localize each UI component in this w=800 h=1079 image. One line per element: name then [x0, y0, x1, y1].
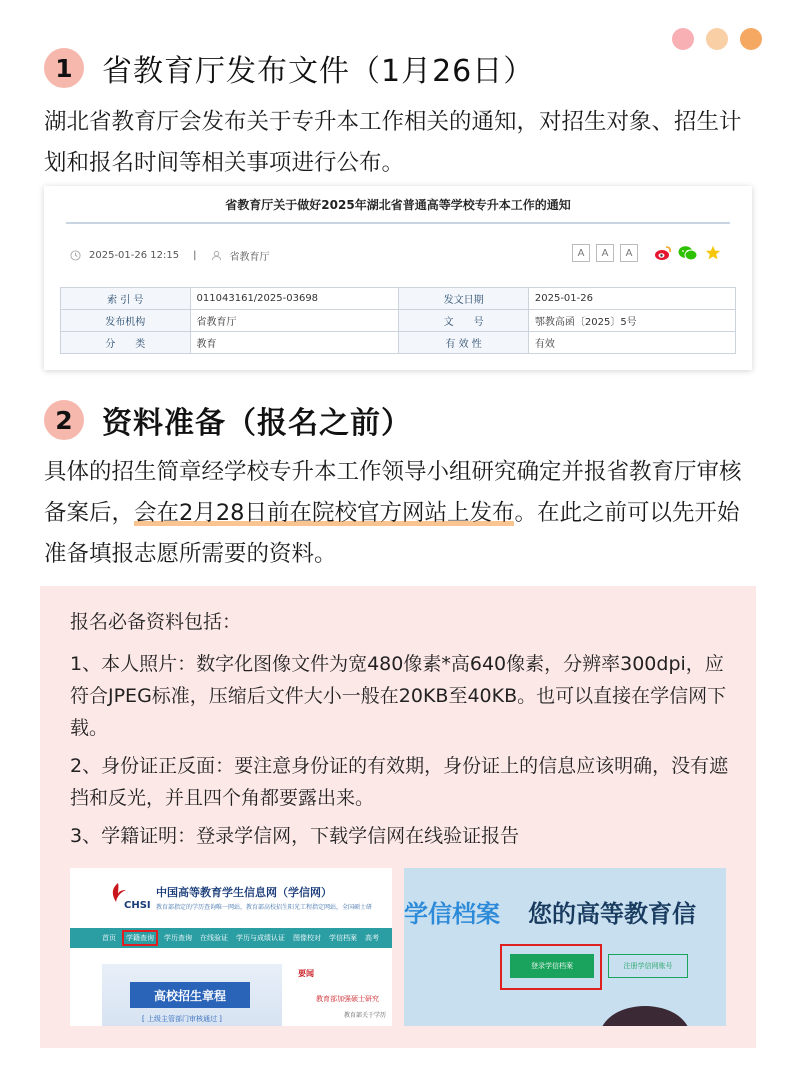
- chsi-news-item[interactable]: 教育部关于学历: [344, 1012, 387, 1019]
- clock-icon: [70, 250, 81, 261]
- xuexin-banner-title-right: 您的高等教育信: [528, 900, 696, 928]
- requirements-heading: 报名必备资料包括：: [70, 611, 242, 633]
- chsi-nav-enrollment-query[interactable]: 学籍查询: [126, 934, 154, 942]
- section2-title: 资料准备（报名之前）: [102, 406, 412, 441]
- section1-number-badge: 1: [44, 48, 84, 88]
- font-medium-button[interactable]: A: [596, 244, 614, 262]
- xuexin-archive-screenshot: [404, 868, 726, 1026]
- decor-dot-pink: [672, 28, 694, 50]
- section1-paragraph: 湖北省教育厅会发布关于专升本工作相关的通知，对招生对象、招生计划和报名时间等相关事项进行公布。: [44, 109, 742, 176]
- star-icon[interactable]: [704, 245, 722, 261]
- section2-para-end: 。在此之前可以先开始准备填报志愿所需要的资料。: [44, 500, 740, 567]
- table-label: 索 引 号: [61, 288, 191, 310]
- table-value: 有效: [528, 332, 735, 354]
- section1-heading: [44, 46, 534, 90]
- requirement-item-photo: 1、本人照片：数字化图像文件为宽480像素*高640像素，分辨率300dpi，应符合JPEG标准，压缩后文件大小一般在20KB至40KB。也可以直接在学信网下载。: [70, 653, 727, 739]
- notice-publisher: 省教育厅: [229, 252, 270, 263]
- chsi-nav-image-check[interactable]: 图像校对: [293, 934, 321, 942]
- notice-divider: [66, 222, 730, 224]
- table-row: [61, 332, 736, 354]
- register-account-button[interactable]: 注册学信网账号: [608, 954, 688, 978]
- section2-para-highlight: 会在2月28日前在院校官方网站上发布: [134, 500, 515, 526]
- chsi-logo-text: CHSI: [124, 900, 151, 911]
- chsi-news-item[interactable]: 教育部加强硕士研究: [316, 995, 379, 1003]
- table-value: 鄂教高函〔2025〕5号: [528, 310, 735, 332]
- table-label: 发文日期: [399, 288, 529, 310]
- notice-meta-separator: |: [193, 250, 197, 261]
- section1-title: 省教育厅发布文件（1月26日）: [102, 54, 535, 89]
- table-label: 文 号: [399, 310, 529, 332]
- chsi-banner: [102, 964, 282, 1026]
- notice-tools: [572, 244, 722, 262]
- chsi-nav-archive[interactable]: 学信档案: [329, 934, 357, 942]
- chsi-website-screenshot: [70, 868, 392, 1026]
- user-icon: [211, 250, 222, 261]
- chsi-banner-label[interactable]: 高校招生章程: [130, 982, 250, 1008]
- notice-meta: [70, 248, 270, 263]
- chsi-news-heading: 要闻: [298, 969, 314, 978]
- chsi-site-title: 中国高等教育学生信息网（学信网）: [156, 886, 332, 899]
- table-value: 2025-01-26: [528, 288, 735, 310]
- chsi-nav-certification[interactable]: 学历与成绩认证: [236, 934, 285, 942]
- table-value: 011043161/2025-03698: [190, 288, 399, 310]
- table-label: 分 类: [61, 332, 191, 354]
- notice-datetime: 2025-01-26 12:15: [89, 250, 180, 261]
- decor-dot-orange: [740, 28, 762, 50]
- chsi-nav-online-verify[interactable]: 在线验证: [200, 934, 228, 942]
- notice-info-table: [60, 287, 736, 354]
- wechat-icon[interactable]: [678, 245, 698, 261]
- notice-screenshot: [44, 186, 752, 370]
- table-value: 省教育厅: [190, 310, 399, 332]
- chsi-nav-degree-query[interactable]: 学历查询: [164, 934, 192, 942]
- table-value: 教育: [190, 332, 399, 354]
- section2-heading: [44, 398, 412, 442]
- chsi-nav-home[interactable]: 首页: [102, 934, 116, 942]
- font-small-button[interactable]: A: [620, 244, 638, 262]
- xuexin-banner-title-left: 学信档案: [404, 900, 500, 928]
- section2-paragraph: [44, 452, 760, 575]
- requirement-item-enrollment: 3、学籍证明：登录学信网，下载学信网在线验证报告: [70, 825, 520, 847]
- section2-para-start: 具体的招生简章经学校专升本工作领导小组研究确定并报省教育厅审核备案后，: [44, 459, 742, 526]
- chsi-nav-bar: [70, 928, 392, 948]
- decor-dots: [672, 28, 762, 50]
- chsi-nav-gaokao[interactable]: 高考: [365, 934, 379, 942]
- decorative-figure: [600, 1006, 690, 1026]
- table-row: [61, 288, 736, 310]
- table-label: 有 效 性: [399, 332, 529, 354]
- table-row: [61, 310, 736, 332]
- chsi-site-subtitle: 教育部指定的学历查询唯一网站，教育部高校招生阳光工程指定网站，全国硕士研: [156, 904, 373, 911]
- chsi-banner-sub: [ 上级主管部门审核通过 ]: [142, 1015, 222, 1023]
- login-archive-button[interactable]: 登录学信档案: [510, 954, 594, 978]
- table-label: 发布机构: [61, 310, 191, 332]
- font-large-button[interactable]: A: [572, 244, 590, 262]
- notice-title: 省教育厅关于做好2025年湖北省普通高等学校专升本工作的通知: [225, 198, 571, 212]
- decor-dot-peach: [706, 28, 728, 50]
- section2-number-badge: 2: [44, 400, 84, 440]
- weibo-icon[interactable]: [654, 245, 672, 261]
- requirement-item-idcard: 2、身份证正反面：要注意身份证的有效期，身份证上的信息应该明确，没有遮挡和反光，并且四个角都要露出来。: [70, 755, 729, 809]
- requirements-box: [40, 586, 756, 1048]
